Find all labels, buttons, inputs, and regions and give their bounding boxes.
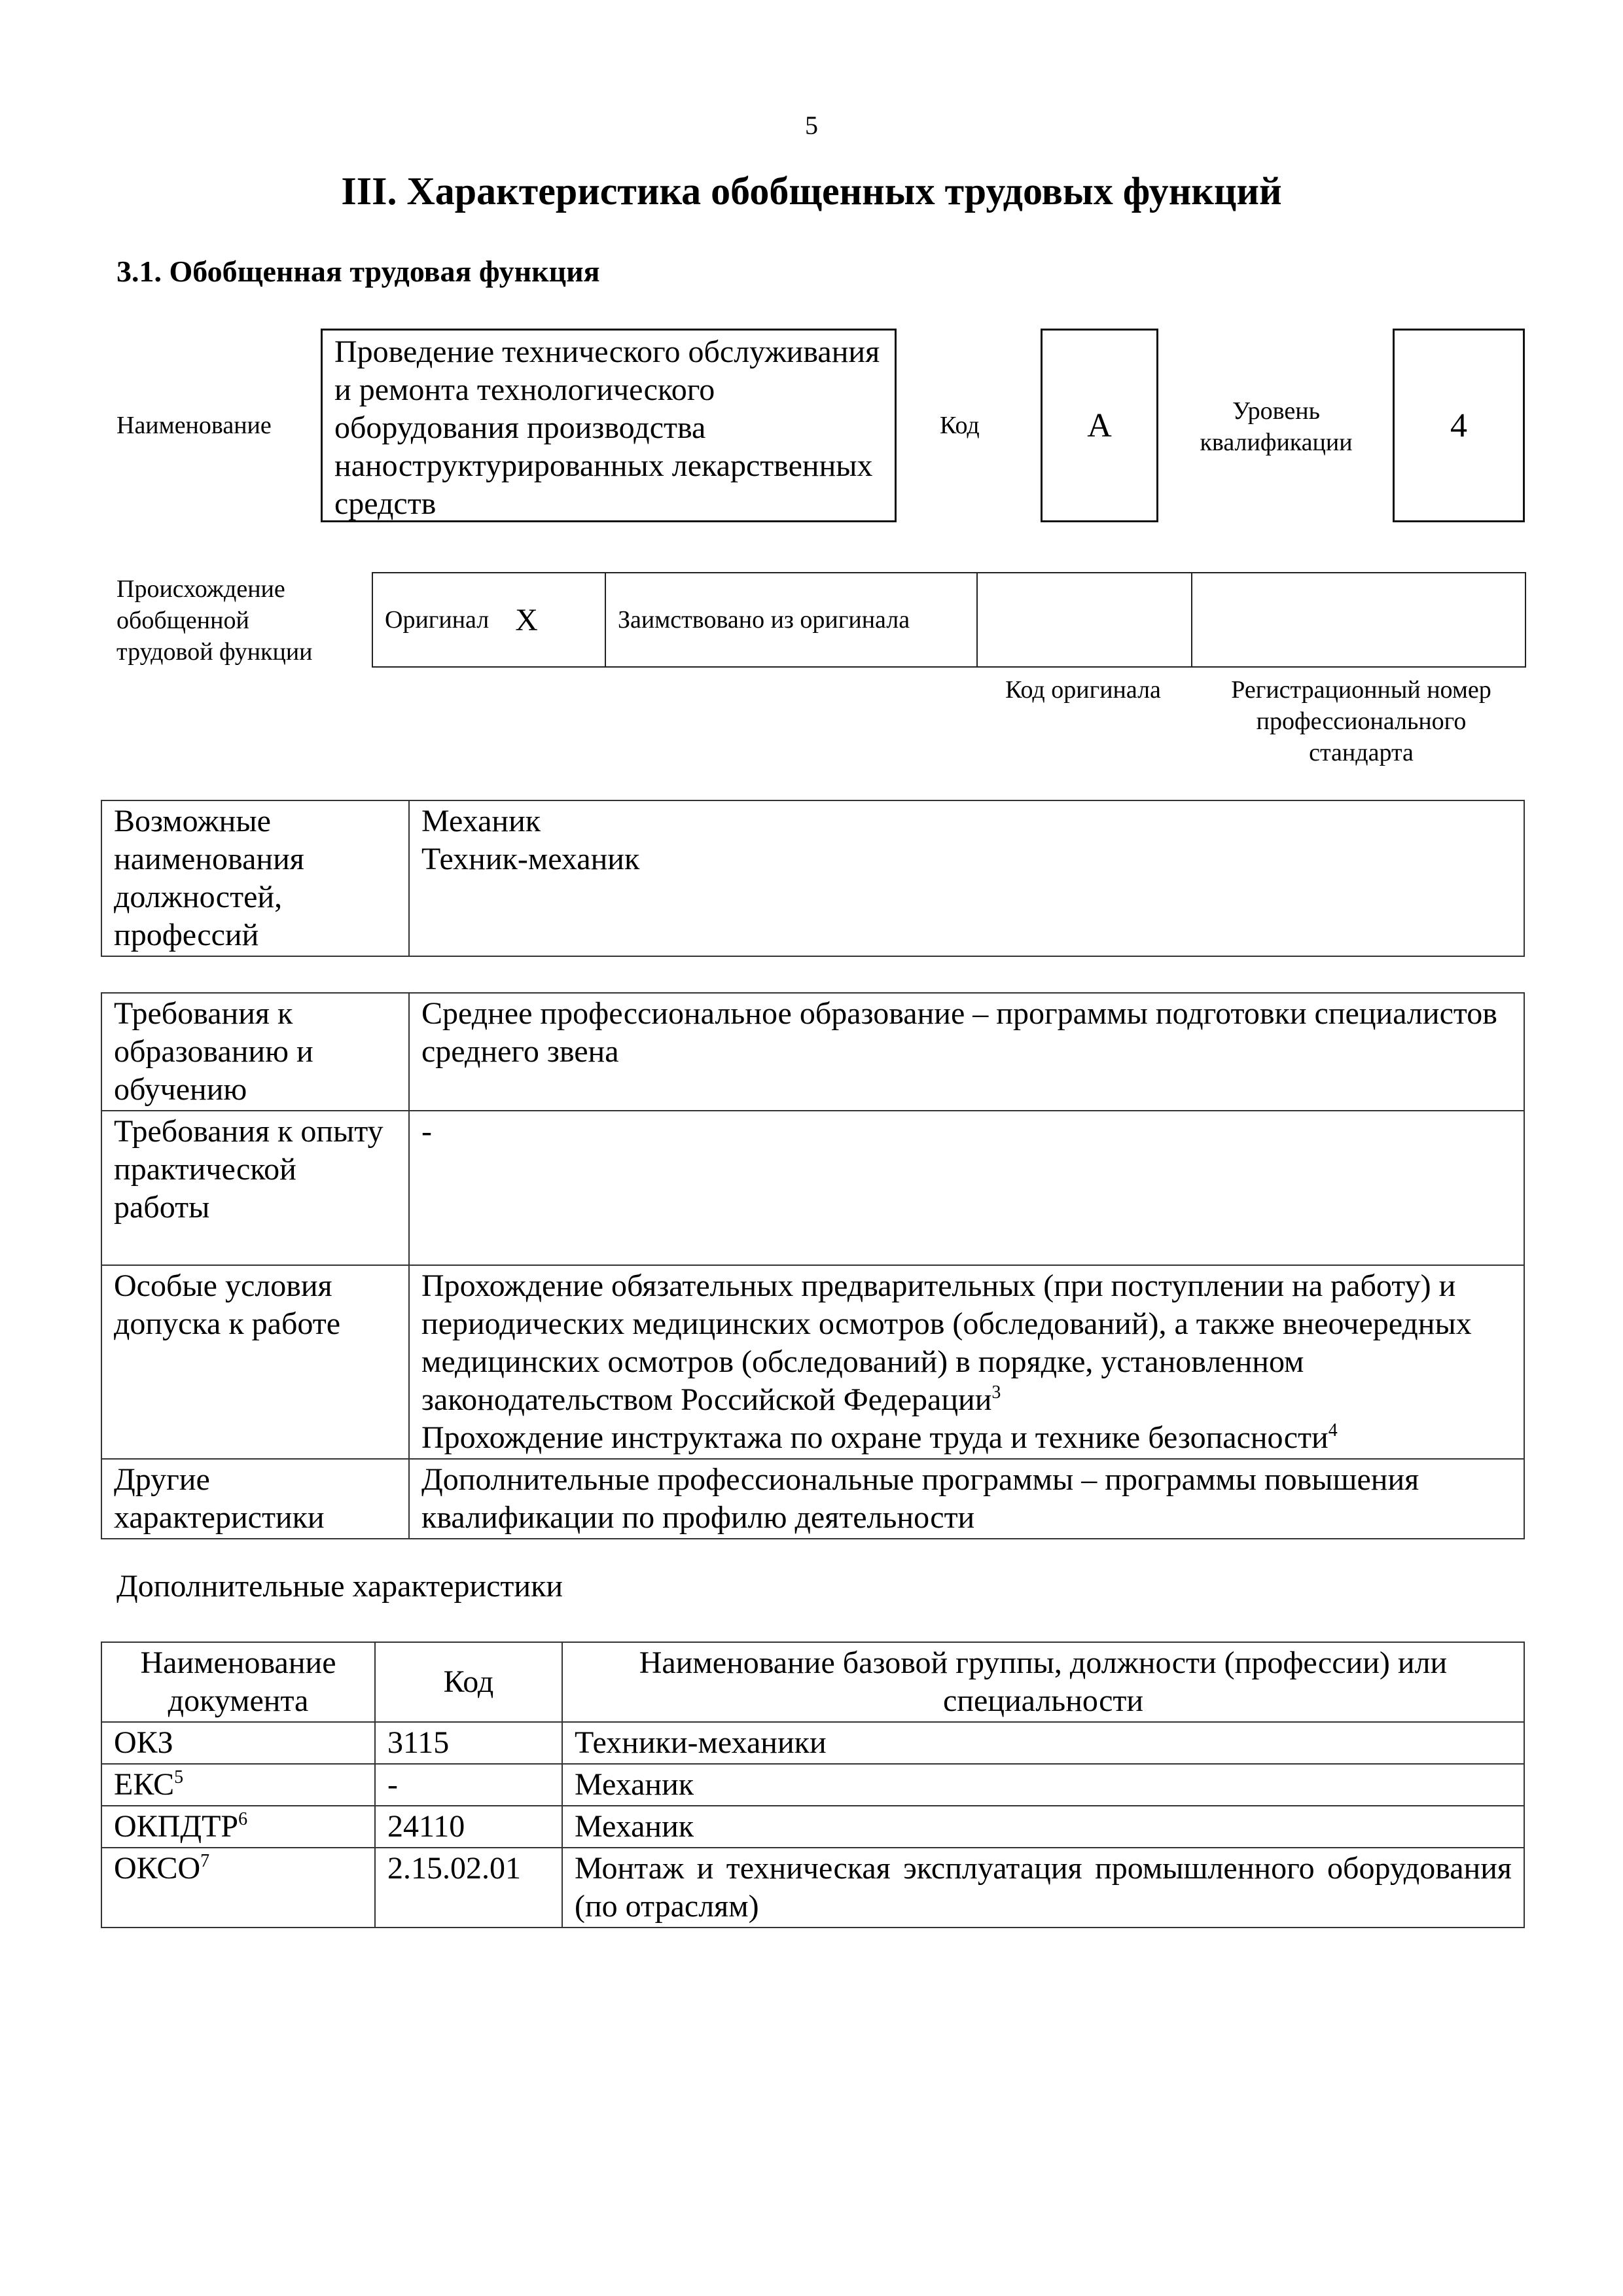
requirements-row bbox=[101, 1111, 1524, 1265]
origin-reg-number-cell bbox=[1191, 572, 1526, 668]
subsection-title: 3.1. Обобщенная трудовая функция bbox=[116, 255, 600, 288]
doc-name: ОКПДТР$^6$ bbox=[101, 1806, 375, 1848]
origin-borrowed-cell bbox=[605, 572, 978, 668]
additional-row bbox=[101, 1764, 1524, 1806]
doc-group-name: Монтаж и техническая эксплуатация промышленного оборудования (по отраслям) bbox=[562, 1848, 1524, 1928]
name-label: Наименование bbox=[116, 412, 272, 439]
reg-number-caption-line3: стандарта bbox=[1309, 739, 1414, 766]
function-name-box bbox=[321, 329, 897, 522]
doc-code: 3115 bbox=[375, 1722, 562, 1764]
position-item: Техник-механик bbox=[421, 842, 640, 876]
requirement-value: - bbox=[409, 1111, 1524, 1265]
origin-label-line1: Происхождение bbox=[116, 575, 285, 603]
requirements-row bbox=[101, 1265, 1524, 1459]
code-value: А bbox=[1087, 406, 1112, 444]
requirement-label: Требования к опыту практической работы bbox=[101, 1111, 409, 1265]
header-document: Наименование документа bbox=[101, 1642, 375, 1722]
requirement-label: Другие характеристики bbox=[101, 1459, 409, 1539]
level-label-line1: Уровень bbox=[1232, 397, 1320, 425]
section-title: III. Характеристика обобщенных трудовых функций bbox=[341, 170, 1282, 213]
origin-original-label: Оригинал bbox=[385, 606, 490, 634]
positions-label: Возможные наименования должностей, профессий bbox=[101, 800, 409, 956]
code-label: Код bbox=[940, 412, 980, 439]
additional-table bbox=[101, 1641, 1525, 1928]
header-code: Код bbox=[375, 1642, 562, 1722]
additional-title: Дополнительные характеристики bbox=[116, 1569, 563, 1604]
doc-code: - bbox=[375, 1764, 562, 1806]
code-original-caption: Код оригинала bbox=[1005, 676, 1161, 704]
doc-group-name: Техники-механики bbox=[562, 1722, 1524, 1764]
code-value-box bbox=[1041, 329, 1158, 522]
requirements-row bbox=[101, 1459, 1524, 1539]
doc-name: ОКСО$^7$ bbox=[101, 1848, 375, 1928]
footnote-ref: 3 bbox=[991, 1382, 1001, 1403]
requirements-table bbox=[101, 992, 1525, 1539]
footnote-ref: 5 bbox=[174, 1767, 184, 1787]
level-value-box bbox=[1393, 329, 1525, 522]
positions-table bbox=[101, 800, 1525, 957]
additional-row bbox=[101, 1848, 1524, 1928]
requirement-value-line bbox=[421, 1267, 1512, 1419]
requirement-value-text: Прохождение обязательных предварительных (при поступлении на работу) и периодических медицинских осмотров (обследований), а также внеочередных медицинских осмотров (обследований) в порядке, установленном законодательством Российской Федерации bbox=[421, 1268, 1472, 1417]
additional-header-row bbox=[101, 1642, 1524, 1722]
origin-label bbox=[116, 573, 313, 668]
function-name-value: Проведение технического обслуживания и ремонта технологического оборудования производства наноструктурированных лекарственных средств bbox=[334, 334, 880, 521]
additional-row bbox=[101, 1806, 1524, 1848]
reg-number-caption bbox=[1191, 674, 1531, 768]
level-label bbox=[1178, 395, 1374, 458]
requirement-value bbox=[409, 1265, 1524, 1459]
reg-number-caption-line1: Регистрационный номер bbox=[1231, 676, 1491, 704]
requirement-value: Дополнительные профессиональные программы – программы повышения квалификации по профилю деятельности bbox=[409, 1459, 1524, 1539]
origin-label-line3: трудовой функции bbox=[116, 638, 313, 666]
origin-original-mark: X bbox=[515, 602, 538, 637]
origin-label-line2: обобщенной bbox=[116, 607, 249, 634]
header-base-group: Наименование базовой группы, должности (профессии) или специальности bbox=[562, 1642, 1524, 1722]
origin-row bbox=[372, 572, 1526, 668]
requirement-value-line bbox=[421, 1419, 1512, 1457]
page-number: 5 bbox=[805, 111, 818, 140]
requirement-label: Особые условия допуска к работе bbox=[101, 1265, 409, 1459]
requirement-value: Среднее профессиональное образование – программы подготовки специалистов среднего звена bbox=[409, 993, 1524, 1111]
footnote-ref: 7 bbox=[200, 1851, 210, 1871]
doc-code: 24110 bbox=[375, 1806, 562, 1848]
origin-code-cell bbox=[976, 572, 1192, 668]
doc-group-name: Механик bbox=[562, 1806, 1524, 1848]
footnote-ref: 4 bbox=[1328, 1420, 1338, 1441]
doc-name: ОКЗ bbox=[101, 1722, 375, 1764]
requirement-label: Требования к образованию и обучению bbox=[101, 993, 409, 1111]
reg-number-caption-line2: профессионального bbox=[1256, 708, 1467, 735]
doc-name: ЕКС$^5$ bbox=[101, 1764, 375, 1806]
positions-row bbox=[101, 800, 1524, 956]
doc-code: 2.15.02.01 bbox=[375, 1848, 562, 1928]
origin-borrowed-label: Заимствовано из оригинала bbox=[618, 606, 910, 634]
level-label-line2: квалификации bbox=[1200, 429, 1353, 456]
level-value: 4 bbox=[1450, 406, 1467, 444]
doc-group-name: Механик bbox=[562, 1764, 1524, 1806]
additional-row bbox=[101, 1722, 1524, 1764]
requirements-row bbox=[101, 993, 1524, 1111]
origin-original-cell bbox=[372, 572, 606, 668]
footnote-ref: 6 bbox=[238, 1809, 248, 1829]
positions-value bbox=[409, 800, 1524, 956]
position-item: Механик bbox=[421, 804, 541, 838]
requirement-value-text: Прохождение инструктажа по охране труда и технике безопасности bbox=[421, 1420, 1329, 1455]
